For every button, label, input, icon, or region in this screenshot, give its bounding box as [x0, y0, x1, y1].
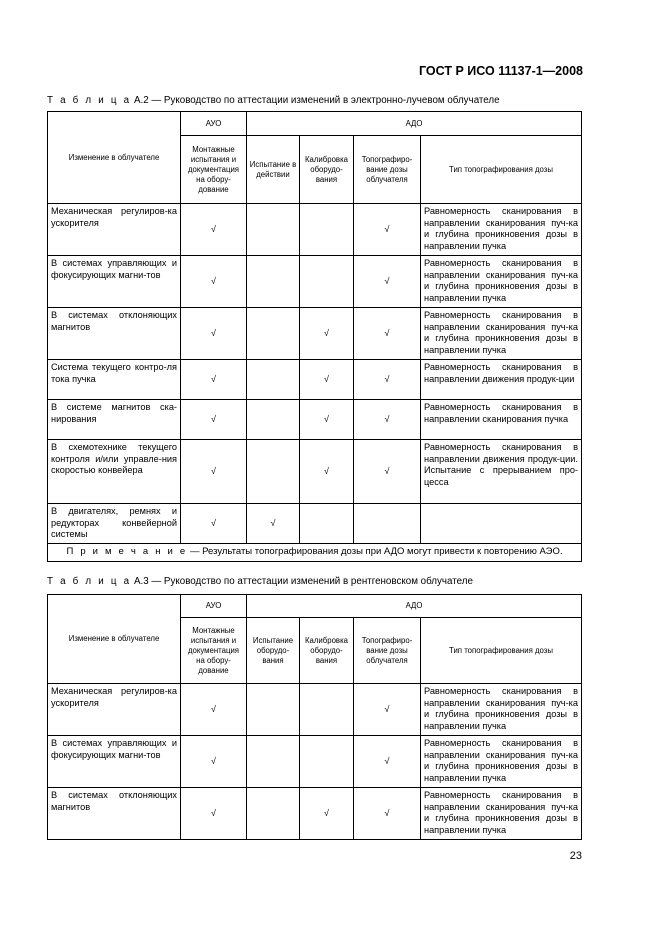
- header-install: Монтажные испытания и документация на обору-дование: [181, 136, 247, 204]
- table-row: [48, 504, 582, 544]
- header-ayo: АУО: [181, 595, 247, 618]
- check-cell: [247, 788, 300, 840]
- type-cell: Равномерность сканирования в направлении сканирования пуч-ка и глубина проникновения дозы в направлении пучка: [421, 788, 582, 840]
- check-cell: [247, 204, 300, 256]
- check-cell: √: [300, 400, 354, 440]
- header-op-test: Испытание оборудо-вания: [247, 618, 300, 684]
- table-row: [48, 788, 582, 840]
- check-cell: [300, 504, 354, 544]
- change-cell: В системах отклоняющих магнитов: [48, 788, 181, 840]
- check-cell: √: [247, 504, 300, 544]
- header-ado: АДО: [247, 112, 582, 136]
- table-row: [48, 360, 582, 400]
- check-cell: [247, 440, 300, 504]
- table-note: [48, 543, 582, 561]
- table-a3-caption-label: Т а б л и ц а: [47, 576, 132, 587]
- note-label: П р и м е ч а н и е: [66, 546, 188, 558]
- header-topo: Топографиро-вание дозы облучателя: [354, 618, 421, 684]
- check-cell: √: [354, 204, 421, 256]
- type-cell: Равномерность сканирования в направлении движения продук-ции. Испытание с прерыванием про-цесса: [421, 440, 582, 504]
- check-cell: [247, 360, 300, 400]
- table-a2-caption-label: Т а б л и ц а: [47, 95, 132, 106]
- change-cell: В системах отклоняющих магнитов: [48, 308, 181, 360]
- check-cell: √: [354, 788, 421, 840]
- check-cell: √: [354, 684, 421, 736]
- header-topo-type: Тип топографирования дозы: [421, 618, 582, 684]
- table-a2: [47, 111, 582, 562]
- type-cell: Равномерность сканирования в направлении сканирования пуч-ка и глубина проникновения дозы в направлении пучка: [421, 204, 582, 256]
- check-cell: √: [354, 736, 421, 788]
- check-cell: √: [181, 736, 247, 788]
- header-ado: АДО: [247, 595, 582, 618]
- table-a2-caption-text: А.2 — Руководство по аттестации изменений в электронно-лучевом облучателе: [133, 95, 500, 106]
- table-row: [48, 308, 582, 360]
- change-cell: В двигателях, ремнях и редукторах конвейерной системы: [48, 504, 181, 544]
- check-cell: √: [181, 684, 247, 736]
- note-text: — Результаты топографирования дозы при АДО могут привести к повторению АЭО.: [189, 546, 563, 558]
- type-cell: Равномерность сканирования в направлении сканирования пуч-ка и глубина проникновения дозы в направлении пучка: [421, 684, 582, 736]
- check-cell: √: [181, 440, 247, 504]
- header-topo-type: Тип топографирования дозы: [421, 136, 582, 204]
- check-cell: √: [181, 360, 247, 400]
- table-row: [48, 400, 582, 440]
- check-cell: √: [181, 308, 247, 360]
- change-cell: В системах управляющих и фокусирующих магни-тов: [48, 736, 181, 788]
- check-cell: √: [354, 400, 421, 440]
- change-cell: Механическая регулиров-ка ускорителя: [48, 684, 181, 736]
- header-ayo: АУО: [181, 112, 247, 136]
- page-number: 23: [569, 850, 582, 862]
- check-cell: √: [354, 308, 421, 360]
- header-calib: Калибровка оборудо-вания: [300, 136, 354, 204]
- check-cell: [300, 204, 354, 256]
- table-row: [48, 204, 582, 256]
- check-cell: √: [300, 440, 354, 504]
- check-cell: [247, 400, 300, 440]
- table-row: [48, 256, 582, 308]
- table-a3: [47, 594, 582, 840]
- table-a2-caption: [47, 95, 500, 106]
- type-cell: Равномерность сканирования в направлении сканирования пуч-ка и глубина проникновения дозы в направлении пучка: [421, 736, 582, 788]
- change-cell: Система текущего контро-ля тока пучка: [48, 360, 181, 400]
- header-change: Изменение в облучателе: [48, 112, 181, 204]
- type-cell: Равномерность сканирования в направлении сканирования пуч-ка и глубина проникновения дозы в направлении пучка: [421, 308, 582, 360]
- check-cell: √: [181, 256, 247, 308]
- header-install: Монтажные испытания и документация на обору-дование: [181, 618, 247, 684]
- header-topo: Топографиро-вание дозы облучателя: [354, 136, 421, 204]
- check-cell: [300, 736, 354, 788]
- table-row: [48, 736, 582, 788]
- table-row: [48, 684, 582, 736]
- check-cell: [247, 684, 300, 736]
- header-op-test: Испытание в действии: [247, 136, 300, 204]
- check-cell: √: [181, 504, 247, 544]
- check-cell: [247, 736, 300, 788]
- type-cell: Равномерность сканирования в направлении движения продук-ции: [421, 360, 582, 400]
- check-cell: [247, 256, 300, 308]
- type-cell: [421, 504, 582, 544]
- change-cell: В системах управляющих и фокусирующих магни-тов: [48, 256, 181, 308]
- check-cell: √: [181, 788, 247, 840]
- check-cell: [300, 684, 354, 736]
- check-cell: √: [300, 788, 354, 840]
- check-cell: √: [181, 204, 247, 256]
- check-cell: √: [300, 308, 354, 360]
- check-cell: √: [354, 360, 421, 400]
- check-cell: √: [300, 360, 354, 400]
- type-cell: Равномерность сканирования в направлении сканирования пуч-ка и глубина проникновения дозы в направлении пучка: [421, 256, 582, 308]
- type-cell: Равномерность сканирования в направлении сканирования пучка: [421, 400, 582, 440]
- check-cell: [354, 504, 421, 544]
- check-cell: √: [181, 400, 247, 440]
- table-a3-caption: [47, 576, 473, 587]
- header-calib: Калибровка оборудо-вания: [300, 618, 354, 684]
- check-cell: [300, 256, 354, 308]
- check-cell: √: [354, 256, 421, 308]
- change-cell: В схемотехнике текущего контроля и/или управле-ния скоростью конвейера: [48, 440, 181, 504]
- check-cell: [247, 308, 300, 360]
- table-a3-caption-text: А.3 — Руководство по аттестации изменений в рентгеновском облучателе: [133, 576, 473, 587]
- document-standard-number: ГОСТ Р ИСО 11137-1—2008: [419, 64, 583, 78]
- change-cell: Механическая регулиров-ка ускорителя: [48, 204, 181, 256]
- check-cell: √: [354, 440, 421, 504]
- header-change: Изменение в облучателе: [48, 595, 181, 684]
- change-cell: В системе магнитов ска-нирования: [48, 400, 181, 440]
- table-row: [48, 440, 582, 504]
- table-note-row: [48, 543, 582, 561]
